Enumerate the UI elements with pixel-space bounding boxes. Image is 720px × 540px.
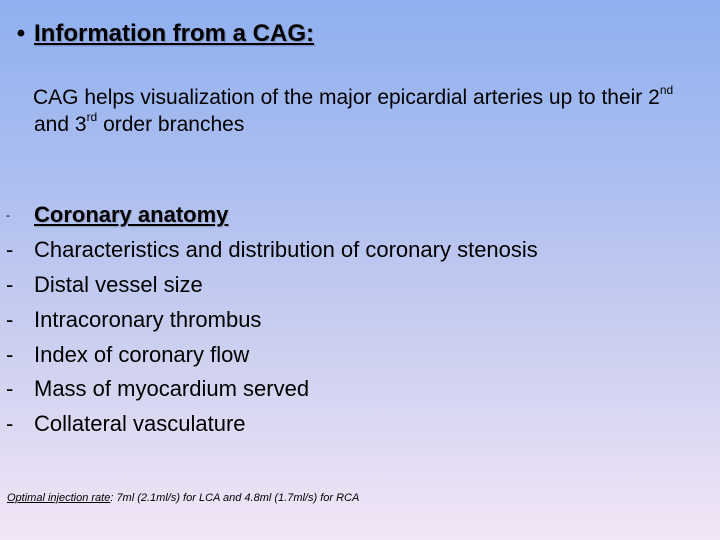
intro-paragraph xyxy=(34,84,704,138)
list-item xyxy=(6,337,538,372)
list-item-label: Intracoronary thrombus xyxy=(34,306,262,332)
footnote xyxy=(7,492,359,504)
dash-icon: - xyxy=(6,411,14,437)
dash-icon: - xyxy=(6,306,14,332)
list-item-label: Characteristics and distribution of coronary stenosis xyxy=(34,237,538,263)
dash-icon: - xyxy=(6,208,10,223)
dash-icon: - xyxy=(6,237,14,263)
list-item xyxy=(6,372,538,407)
title-text: Information from a CAG: xyxy=(34,20,314,47)
dash-icon: - xyxy=(6,341,14,367)
intro-sup-nd: nd xyxy=(659,83,674,97)
dash-icon: - xyxy=(6,376,14,402)
footnote-text: : 7ml (2.1ml/s) for LCA and 4.8ml (1.7ml/s) for RCA xyxy=(110,492,360,504)
slide-title xyxy=(8,20,314,48)
list-item-label: Index of coronary flow xyxy=(34,341,250,367)
list-item xyxy=(6,198,538,233)
list-item xyxy=(6,268,538,303)
list-item-label: Collateral vasculature xyxy=(34,411,246,437)
list-item-label: Distal vessel size xyxy=(34,271,203,297)
intro-text-3: order branches xyxy=(97,113,245,136)
list-item xyxy=(6,233,538,268)
bullet-icon: • xyxy=(16,20,26,47)
intro-sup-rd: rd xyxy=(86,110,98,124)
list-item xyxy=(6,407,538,442)
list-item-label: Mass of myocardium served xyxy=(34,376,310,402)
intro-text-1: CAG helps visualization of the major epicardial arteries up to their 2 xyxy=(33,86,660,109)
list-item xyxy=(6,302,538,337)
footnote-label: Optimal injection rate xyxy=(7,492,111,504)
list-item-label: Coronary anatomy xyxy=(34,202,229,228)
information-list xyxy=(6,198,538,442)
intro-text-2: and 3 xyxy=(34,113,87,136)
dash-icon: - xyxy=(6,271,14,297)
